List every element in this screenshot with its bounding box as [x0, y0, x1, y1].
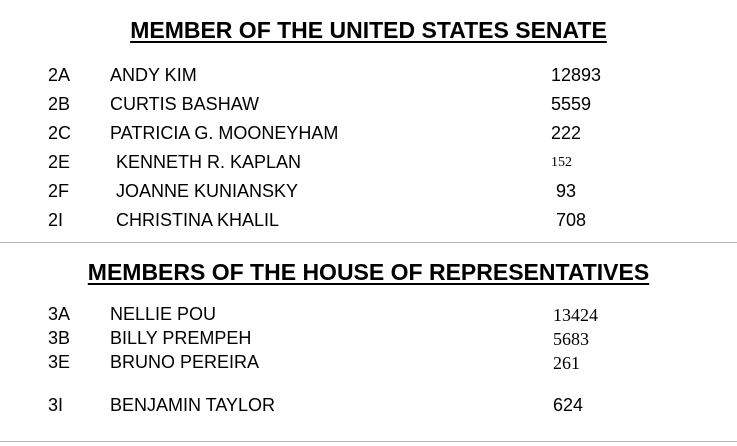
row-code: 2A	[48, 65, 71, 85]
vote-count: 13424	[553, 305, 598, 325]
row-code: 3A	[48, 304, 71, 324]
candidate-name: CURTIS BASHAW	[110, 94, 260, 114]
row-code: 2B	[48, 94, 71, 114]
vote-count: 12893	[551, 65, 602, 85]
row-code: 2E	[48, 152, 71, 172]
candidate-name: KENNETH R. KAPLAN	[116, 152, 302, 172]
candidate-name: JOANNE KUNIANSKY	[116, 181, 299, 201]
section-divider	[0, 242, 737, 243]
candidate-name: PATRICIA G. MOONEYHAM	[110, 123, 339, 143]
vote-count: 152	[551, 155, 572, 170]
vote-count: 222	[551, 123, 582, 143]
vote-count: 708	[556, 210, 587, 230]
candidate-name: CHRISTINA KHALIL	[116, 210, 280, 230]
row-code: 3B	[48, 328, 71, 348]
vote-count: 624	[553, 395, 584, 415]
row-code: 2C	[48, 123, 72, 143]
row-code: 3I	[48, 395, 64, 415]
house-section-title: MEMBERS OF THE HOUSE OF REPRESENTATIVES	[87, 259, 650, 285]
vote-count: 261	[553, 353, 580, 373]
row-code: 2I	[48, 210, 64, 230]
candidate-name: NELLIE POU	[110, 304, 217, 324]
vote-count: 5559	[551, 94, 592, 114]
row-code: 2F	[48, 181, 70, 201]
candidate-name: ANDY KIM	[110, 65, 197, 85]
section-divider	[0, 441, 737, 442]
candidate-name: BRUNO PEREIRA	[110, 352, 260, 372]
senate-section-title: MEMBER OF THE UNITED STATES SENATE	[130, 17, 607, 43]
candidate-name: BILLY PREMPEH	[110, 328, 252, 348]
vote-count: 93	[556, 181, 577, 201]
row-code: 3E	[48, 352, 71, 372]
vote-count: 5683	[553, 329, 589, 349]
candidate-name: BENJAMIN TAYLOR	[110, 395, 276, 415]
